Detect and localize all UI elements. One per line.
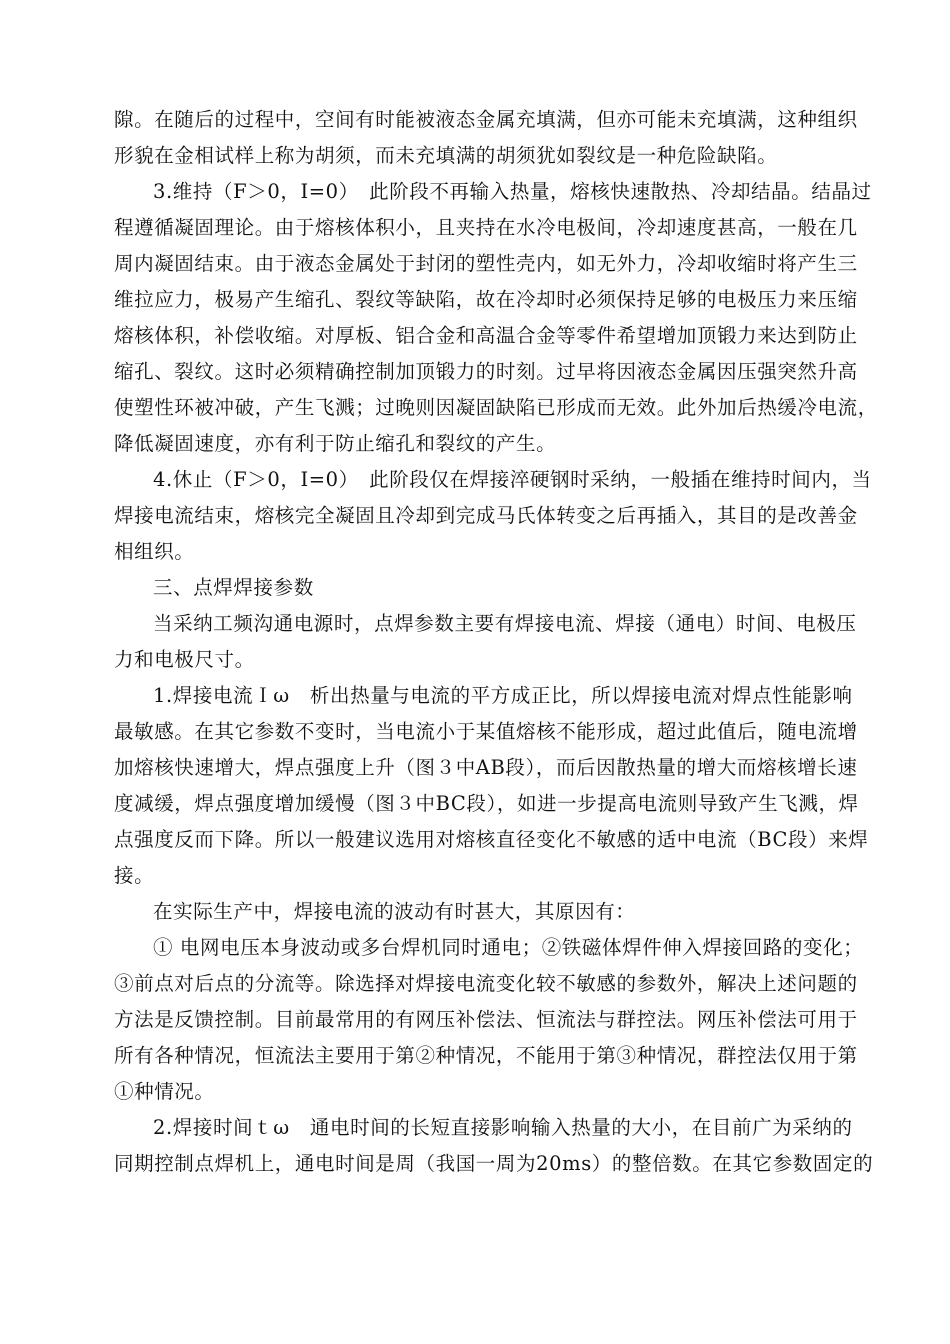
text-line: 1.焊接电流Ｉω 析出热量与电流的平方成正比，所以焊接电流对焊点性能影响	[153, 684, 853, 707]
text-line: 隙。在随后的过程中，空间有时能被液态金属充填满，但亦可能未充填满，这种组织	[114, 108, 858, 131]
text-line: 降低凝固速度，亦有利于防止缩孔和裂纹的产生。	[114, 432, 557, 455]
text-line: 周内凝固结束。由于液态金属处于封闭的塑性壳内，如无外力，冷却收缩时将产生三	[114, 252, 858, 275]
text-line: 点强度反而下降。所以一般建议选用对熔核直径变化不敏感的适中电流（BC段）来焊	[114, 828, 869, 851]
text-line: 焊接电流结束，熔核完全凝固且冷却到完成马氏体转变之后再插入，其目的是改善金	[114, 504, 858, 527]
text-line: ③前点对后点的分流等。除选择对焊接电流变化较不敏感的参数外，解决上述问题的	[114, 972, 858, 995]
text-line: 缩孔、裂纹。这时必须精确控制加顶锻力的时刻。过早将因液态金属因压强突然升高	[114, 360, 858, 383]
section-heading: 三、点焊焊接参数	[153, 576, 314, 599]
text-line: 度减缓，焊点强度增加缓慢（图３中BC段），如进一步提高电流则导致产生飞溅，焊	[114, 792, 859, 815]
text-line: ①种情况。	[114, 1080, 215, 1103]
text-line: 4.休止（F＞0，I=0） 此阶段仅在焊接淬硬钢时采纳，一般插在维持时间内，当	[153, 468, 872, 491]
text-line: 所有各种情况，恒流法主要用于第②种情况，不能用于第③种情况，群控法仅用于第	[114, 1044, 858, 1067]
text-line: 加熔核快速增大，焊点强度上升（图３中AB段），而后因散热量的增大而熔核增长速	[114, 756, 858, 779]
text-line: 方法是反馈控制。目前最常用的有网压补偿法、恒流法与群控法。网压补偿法可用于	[114, 1008, 858, 1031]
text-line: 形貌在金相试样上称为胡须，而未充填满的胡须犹如裂纹是一种危险缺陷。	[114, 144, 778, 167]
text-line: 相组织。	[114, 540, 195, 563]
text-line: 熔核体积，补偿收缩。对厚板、铝合金和高温合金等零件希望增加顶锻力来达到防止	[114, 324, 858, 347]
text-line: 接。	[114, 864, 155, 887]
text-line: 在实际生产中，焊接电流的波动有时甚大，其原因有：	[153, 900, 636, 923]
text-line: ① 电网电压本身波动或多台焊机同时通电；②铁磁体焊件伸入焊接回路的变化；	[153, 936, 864, 959]
text-line: 当采纳工频沟通电源时，点焊参数主要有焊接电流、焊接（通电）时间、电极压	[153, 612, 857, 635]
text-line: 程遵循凝固理论。由于熔核体积小，且夹持在水冷电极间，冷却速度甚高，一般在几	[114, 216, 858, 239]
text-line: 维拉应力，极易产生缩孔、裂纹等缺陷，故在冷却时必须保持足够的电极压力来压缩	[114, 288, 858, 311]
text-line: 3.维持（F＞0，I=0） 此阶段不再输入热量，熔核快速散热、冷却结晶。结晶过	[153, 180, 872, 203]
text-line: 使塑性环被冲破，产生飞溅；过晚则因凝固缺陷已形成而无效。此外加后热缓冷电流，	[114, 396, 878, 419]
text-line: 力和电极尺寸。	[114, 648, 255, 671]
text-line: 2.焊接时间ｔω 通电时间的长短直接影响输入热量的大小，在目前广为采纳的	[153, 1116, 853, 1139]
text-line: 同期控制点焊机上，通电时间是周（我国一周为20ms）的整倍数。在其它参数固定的	[114, 1152, 874, 1175]
text-line: 最敏感。在其它参数不变时，当电流小于某值熔核不能形成，超过此值后，随电流增	[114, 720, 858, 743]
